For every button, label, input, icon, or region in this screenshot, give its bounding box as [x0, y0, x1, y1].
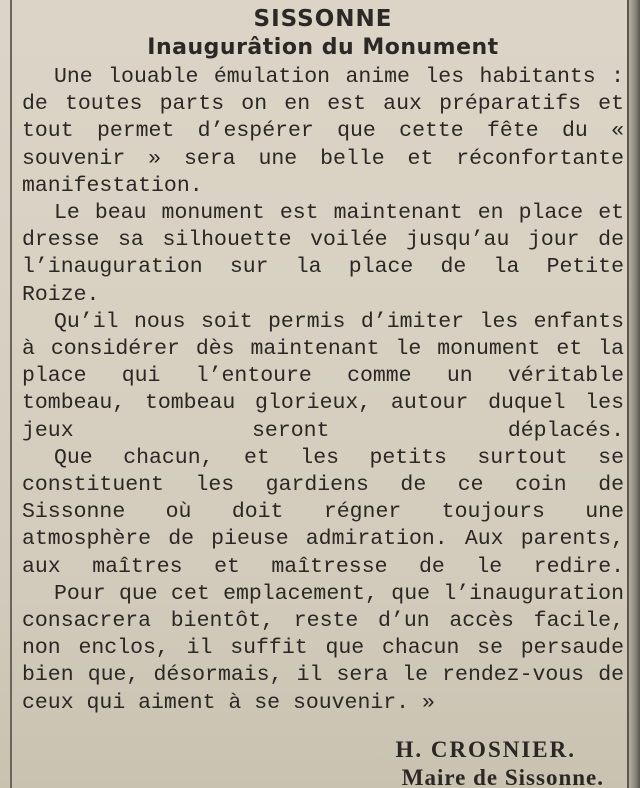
adjacent-column-edge — [629, 0, 640, 788]
paragraph-5: Pour que cet emplacement, que l’inauguration consacrera bientôt, reste d’un accès facile, non enclos, il suffit que chacun se persaude bien que, désormais, il sera le rendez-vous de ceux qui aiment à se souvenir. » — [22, 581, 624, 715]
paragraph-2: Le beau monument est maintenant en place et dresse sa silhouette voilée jusqu’au jour de l’inauguration sur la place de la Petite Roize. — [22, 201, 624, 307]
article — [22, 4, 624, 717]
article-headline: Inaugurâtion du Monument — [147, 35, 499, 60]
column-rule-left — [10, 0, 12, 788]
paragraph-4: Que chacun, et les petits surtout se constituent les gardiens de ce coin de Sissonne où doit régner toujours une atmosphère de pieuse admiration. Aux parents, aux maîtres et maîtresse de le redire. — [22, 445, 624, 579]
article-body — [22, 64, 624, 717]
signature-name: H. CROSNIER. — [395, 737, 576, 762]
paragraph-1: Une louable émulation anime les habitants : de toutes parts on en est aux préparatifs et tout permet d’espérer que cette fête du « souvenir » sera une belle et réconfortante manifestation. — [22, 65, 624, 198]
article-kicker: SISSONNE — [253, 6, 393, 32]
paragraph-3: Qu’il nous soit permis d’imiter les enfants à considérer dès maintenant le monument et la place qui l’entoure comme un véritable tombeau, tombeau glorieux, autour duquel les jeux seront déplacés. — [22, 309, 624, 443]
signature-title: Maire de Sissonne. — [401, 765, 604, 788]
signature-block — [22, 736, 604, 788]
